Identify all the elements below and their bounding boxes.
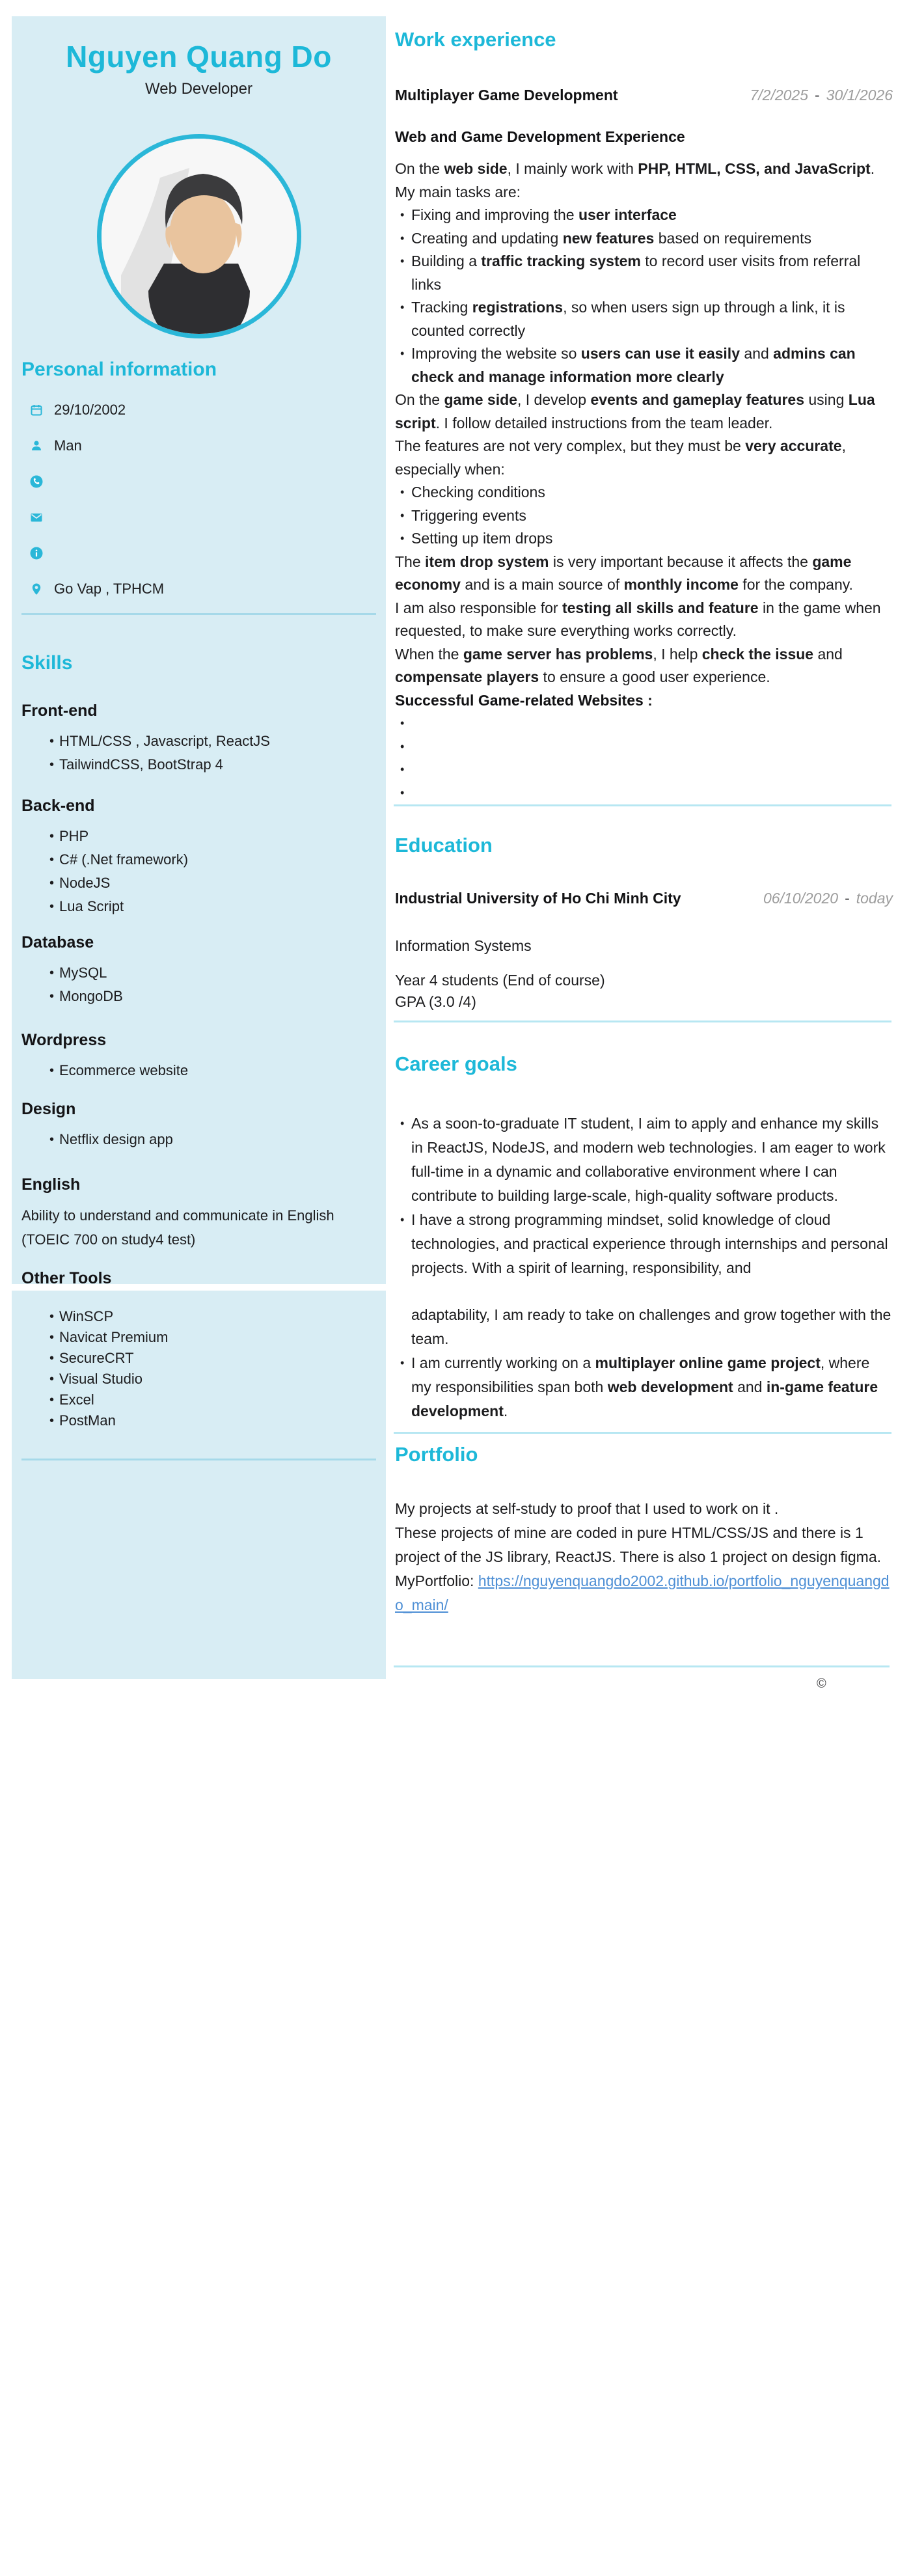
list-item: • Visual Studio <box>12 1369 386 1390</box>
career-goals-list <box>395 1112 893 1280</box>
job-dates <box>750 83 893 107</box>
skill-group-frontend: Front-end <box>21 702 98 720</box>
list-item <box>395 758 893 782</box>
portfolio-line2: These projects of mine are coded in pure HTML/CSS/JS and there is 1 project of the JS library, ReactJS. There is also 1 project on design figma. <box>395 1524 882 1565</box>
divider <box>394 1432 891 1434</box>
divider <box>394 1021 891 1022</box>
list-item: • Fixing and improving the user interface <box>395 204 893 227</box>
list-item: • PostMan <box>12 1410 386 1431</box>
list-item: • MySQL <box>12 961 386 985</box>
list-item: • Navicat Premium <box>12 1327 386 1348</box>
portfolio-link[interactable]: https://nguyenquangdo2002.github.io/portfolio_nguyenquangdo_main/ <box>395 1572 890 1613</box>
education-date-end: today <box>856 890 893 907</box>
website-list <box>395 712 893 804</box>
career-goals-heading: Career goals <box>395 1052 517 1075</box>
copyright-symbol: © <box>817 1677 826 1691</box>
date-separator: - <box>815 87 820 103</box>
english-note-line1: Ability to understand and communicate in English <box>21 1207 334 1224</box>
education-gpa: GPA (3.0 /4) <box>395 993 476 1010</box>
career-goals-list-continued <box>395 1351 893 1423</box>
career-goals-continued <box>395 1303 893 1423</box>
divider <box>21 613 376 615</box>
portfolio-line1: My projects at self-study to proof that I used to work on it . <box>395 1500 779 1517</box>
skill-group-other-tools: Other Tools <box>21 1269 112 1284</box>
list-item: • Creating and updating new features based on requirements <box>395 227 893 251</box>
address-value: Go Vap , TPHCM <box>54 580 165 597</box>
work-experience-heading: Work experience <box>395 28 556 51</box>
education-year: Year 4 students (End of course) <box>395 971 605 989</box>
list-item: • Tracking registrations, so when users sign up through a link, it is counted correctly <box>395 296 893 342</box>
portfolio-link-label: MyPortfolio: <box>395 1572 478 1589</box>
list-item: • Netflix design app <box>12 1128 386 1151</box>
list-item: • WinSCP <box>12 1306 386 1327</box>
list-item: • C# (.Net framework) <box>12 848 386 871</box>
education-header-row <box>395 886 893 910</box>
personal-info-row-address <box>12 571 386 607</box>
work-paragraph-1: On the web side, I mainly work with PHP, HTML, CSS, and JavaScript. My main tasks are: <box>395 160 875 200</box>
work-paragraph-3: The features are not very complex, but they must be very accurate, especially when: <box>395 437 846 478</box>
education-major: Information Systems <box>395 937 532 954</box>
skill-list-frontend <box>12 730 386 776</box>
list-item: • HTML/CSS , Javascript, ReactJS <box>12 730 386 753</box>
job-subtitle: Web and Game Development Experience <box>395 128 685 145</box>
skills-heading: Skills <box>21 652 73 674</box>
location-icon <box>29 582 44 596</box>
name-title: Nguyen Quang Do <box>66 40 332 74</box>
list-item: • Triggering events <box>395 504 893 528</box>
job-title: Multiplayer Game Development <box>395 87 618 103</box>
date-separator: - <box>845 890 850 907</box>
list-item: • As a soon-to-graduate IT student, I aim to apply and enhance my skills in ReactJS, NodeJS, and modern web technologies. I am eager to work full-time in a dynamic and collaborative environment where I can contribute to building large-scale, high-quality software products. <box>395 1112 893 1208</box>
list-item: • I have a strong programming mindset, solid knowledge of cloud technologies, and practical experience through internships and personal projects. With a spirit of learning, responsibility, and <box>395 1208 893 1280</box>
list-item: • MongoDB <box>12 985 386 1008</box>
divider <box>21 1459 376 1460</box>
list-item <box>395 712 893 735</box>
skill-group-design: Design <box>21 1100 76 1118</box>
education-section <box>395 832 893 1013</box>
portfolio-section <box>395 1441 893 1617</box>
personal-info-row-email <box>12 499 386 535</box>
divider <box>394 1665 890 1667</box>
job-date-start: 7/2/2025 <box>750 87 808 103</box>
english-note <box>21 1203 376 1252</box>
sidebar-tools-block <box>12 1291 386 1679</box>
gender-value: Man <box>54 437 82 454</box>
skill-group-english: English <box>21 1175 81 1194</box>
avatar-photo-placeholder <box>102 139 297 334</box>
work-paragraph-2: On the game side, I develop events and gameplay features using Lua script. I follow detailed instructions from the team leader. <box>395 391 875 432</box>
portfolio-heading: Portfolio <box>395 1443 478 1466</box>
education-date-start: 06/10/2020 <box>763 890 839 907</box>
list-item: • Lua Script <box>12 895 386 918</box>
phone-icon <box>29 474 44 489</box>
personal-info-row-info <box>12 535 386 571</box>
info-icon <box>29 546 44 560</box>
list-item: • SecureCRT <box>12 1348 386 1369</box>
work-paragraph-4: The item drop system is very important because it affects the game economy and is a main source of monthly income for the company. <box>395 553 853 593</box>
calendar-icon <box>29 403 44 417</box>
personal-info-row-birthday <box>12 392 386 428</box>
job-header-row <box>395 83 893 107</box>
work-accuracy-list <box>395 481 893 551</box>
work-experience-section <box>395 26 893 804</box>
list-item: • Excel <box>12 1390 386 1410</box>
personal-info-row-phone <box>12 463 386 499</box>
birthday-value: 29/10/2002 <box>54 401 126 418</box>
list-item: • Ecommerce website <box>12 1059 386 1082</box>
list-item: • Checking conditions <box>395 481 893 504</box>
websites-label: Successful Game-related Websites : <box>395 691 653 709</box>
list-item: • Building a traffic tracking system to record user visits from referral links <box>395 250 893 296</box>
career-goals-section <box>395 1050 893 1280</box>
skill-list-backend <box>12 825 386 918</box>
personal-info-list <box>12 392 386 607</box>
skill-group-wordpress: Wordpress <box>21 1031 107 1049</box>
work-paragraph-6: When the game server has problems, I help check the issue and compensate players to ensure a good user experience. <box>395 645 843 685</box>
education-dates <box>763 886 893 910</box>
list-item: • Setting up item drops <box>395 527 893 551</box>
skill-group-database: Database <box>21 933 94 952</box>
portfolio-link-line <box>395 1569 893 1617</box>
list-item <box>395 735 893 759</box>
school-name: Industrial University of Ho Chi Minh City <box>395 890 681 907</box>
skill-list-database <box>12 961 386 1008</box>
user-icon <box>29 439 44 453</box>
avatar <box>97 134 301 338</box>
personal-info-heading: Personal information <box>21 359 217 380</box>
work-paragraph-5: I am also responsible for testing all skills and feature in the game when requested, to make sure everything works correctly. <box>395 599 881 639</box>
list-item: • NodeJS <box>12 871 386 895</box>
list-item: • PHP <box>12 825 386 848</box>
list-item: • Improving the website so users can use it easily and admins can check and manage information more clearly <box>395 342 893 389</box>
job-date-end: 30/1/2026 <box>826 87 893 103</box>
list-item: • I am currently working on a multiplayer online game project, where my responsibilities span both web development and in-game feature development. <box>395 1351 893 1423</box>
role-subtitle: Web Developer <box>145 80 252 98</box>
mail-icon <box>29 510 44 525</box>
skill-list-wordpress <box>12 1059 386 1082</box>
skill-list-design <box>12 1128 386 1151</box>
work-task-list <box>395 204 893 389</box>
education-heading: Education <box>395 834 493 856</box>
skill-group-backend: Back-end <box>21 797 95 815</box>
list-item: • TailwindCSS, BootStrap 4 <box>12 753 386 776</box>
english-note-line2: (TOEIC 700 on study4 test) <box>21 1231 196 1248</box>
personal-info-row-gender <box>12 428 386 463</box>
list-item <box>395 782 893 805</box>
career-bullet2-continuation: adaptability, I am ready to take on challenges and grow together with the team. <box>411 1306 891 1347</box>
skill-list-other-tools <box>12 1306 386 1431</box>
sidebar <box>12 16 386 1284</box>
divider <box>394 804 891 806</box>
